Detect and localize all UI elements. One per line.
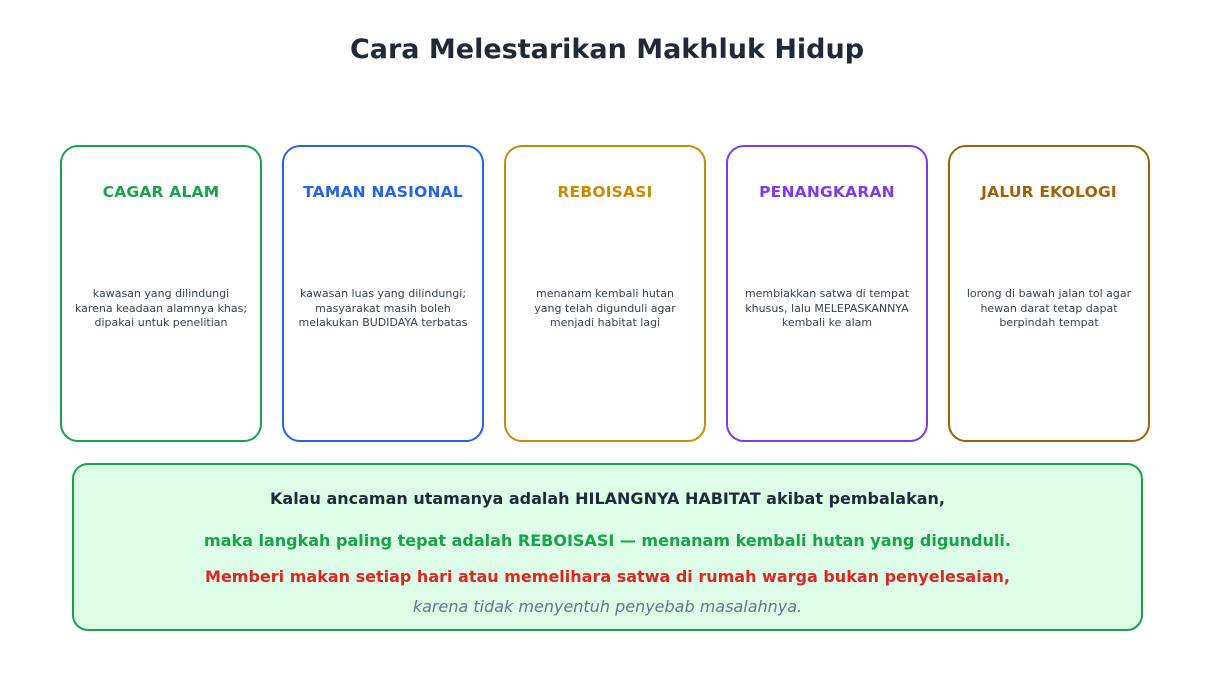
card-description-line: lorong di bawah jalan tol agar — [966, 287, 1132, 300]
card-description-line: masyarakat masih boleh — [315, 301, 451, 315]
card-description-line: kawasan luas yang dilindungi; — [299, 287, 467, 300]
card-description-line: dipakai untuk penelitian — [94, 316, 228, 329]
card-description — [294, 287, 472, 331]
card-title: REBOISASI — [557, 183, 653, 201]
card-taman-nasional — [282, 145, 484, 442]
summary-premise: Kalau ancaman utamanya adalah HILANGNYA HABITAT akibat pembalakan, — [270, 489, 945, 508]
card-description-line: menanam kembali hutan — [536, 287, 674, 300]
card-title: PENANGKARAN — [759, 183, 895, 201]
card-description — [960, 287, 1138, 331]
card-description — [72, 287, 250, 331]
card-description-line: kawasan yang dilindungi — [92, 287, 230, 300]
card-cagar-alam — [60, 145, 262, 442]
card-title: CAGAR ALAM — [102, 183, 220, 201]
card-penangkaran — [726, 145, 928, 442]
card-description — [738, 287, 916, 331]
card-title: TAMAN NASIONAL — [303, 183, 463, 201]
card-description-line: kembali ke alam — [781, 316, 873, 329]
card-description-line: karena keadaan alamnya khas; — [74, 301, 248, 315]
summary-reason: karena tidak menyentuh penyebab masalahnya. — [412, 597, 803, 616]
card-reboisasi — [504, 145, 706, 442]
summary-conclusion: maka langkah paling tepat adalah REBOISASI — menanam kembali hutan yang digunduli. — [204, 531, 1011, 550]
card-description-line: hewan darat tetap dapat — [980, 301, 1118, 315]
card-description — [516, 287, 694, 331]
summary-box — [72, 463, 1143, 631]
card-jalur-ekologi — [948, 145, 1150, 442]
card-description-line: khusus, lalu MELEPASKANNYA — [745, 301, 909, 315]
card-description-line: berpindah tempat — [999, 316, 1099, 329]
card-description-line: yang telah digunduli agar — [534, 301, 676, 315]
card-description-line: membiakkan satwa di tempat — [744, 287, 910, 300]
card-title: JALUR EKOLOGI — [981, 183, 1117, 201]
page-title: Cara Melestarikan Makhluk Hidup — [349, 34, 865, 65]
summary-warning: Memberi makan setiap hari atau memelihara satwa di rumah warga bukan penyelesaian, — [205, 567, 1010, 586]
card-description-line: melakukan BUDIDAYA terbatas — [298, 316, 468, 329]
card-description-line: menjadi habitat lagi — [549, 316, 661, 329]
